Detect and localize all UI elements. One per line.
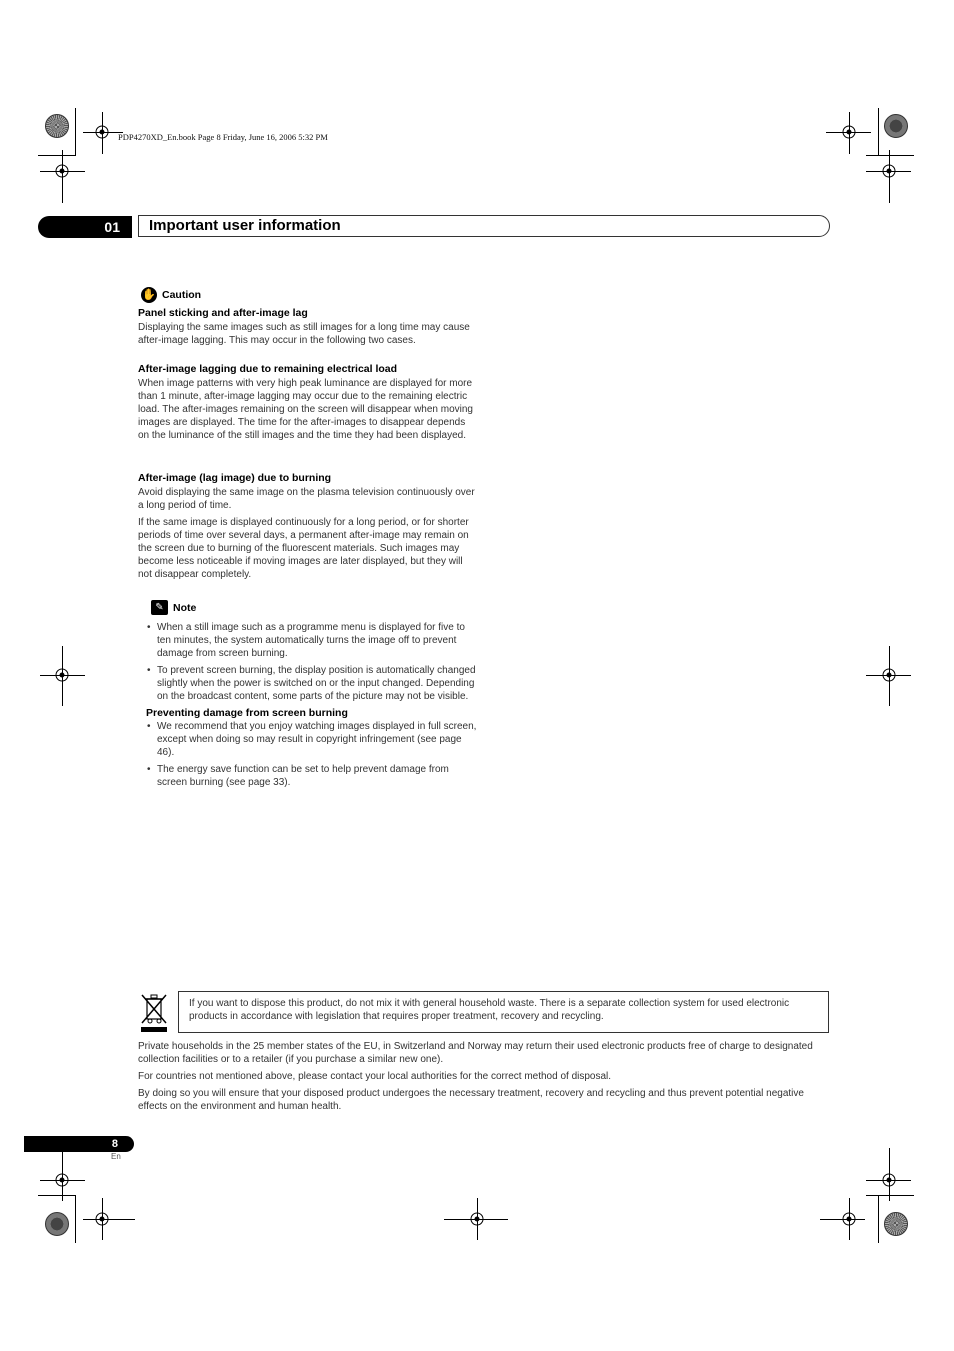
registration-mark-icon [880, 666, 898, 684]
note-label-row [151, 600, 196, 615]
registration-mark-icon [93, 123, 111, 141]
language-code: En [111, 1152, 121, 1161]
case1-text: When image patterns with very high peak luminance are displayed for more than 1 minute, after-image lagging may occur due to the remaining electric load. The after-images remaining on the screen will disappear when moving images are displayed. The time for the after-images to disappear depends on the luminance of the still images and the time they had been displayed. [138, 378, 473, 441]
case2-heading: After-image (lag image) due to burning [138, 472, 332, 484]
disposal-paragraphs [138, 1040, 830, 1113]
caution-section [138, 307, 478, 347]
list-item: • When a still image such as a programme menu is displayed for five to ten minutes, the system automatically turns the image off to prevent damage from screen burning. [138, 621, 478, 660]
pencil-note-icon: ✎ [151, 600, 168, 615]
registration-mark-icon [93, 1210, 111, 1228]
registration-mark-icon [53, 1171, 71, 1189]
registration-mark-icon [840, 1210, 858, 1228]
print-header-line: PDP4270XD_En.book Page 8 Friday, June 16, 2006 5:32 PM [118, 132, 328, 142]
case1-heading: After-image lagging due to remaining electrical load [138, 363, 398, 375]
chapter-number: 01 [38, 216, 132, 238]
registration-mark-icon [880, 1171, 898, 1189]
case2-section [138, 472, 478, 581]
disposal-para2: For countries not mentioned above, please contact your local authorities for the correct method of disposal. [138, 1071, 612, 1082]
disposal-notice-box: If you want to dispose this product, do not mix it with general household waste. There is a separate collection system for used electronic products in accordance with legislation that requires proper treatment, recovery and recycling. [178, 991, 829, 1033]
caution-label: Caution [162, 289, 202, 301]
crossed-bin-icon [140, 992, 168, 1034]
registration-mark-icon [53, 162, 71, 180]
color-target-icon [884, 114, 908, 138]
prevent-heading: Preventing damage from screen burning [146, 707, 348, 719]
disposal-para1: Private households in the 25 member states of the EU, in Switzerland and Norway may return their used electronic products free of charge to designated collection facilities or to a retailer (if you purchase a similar new one). [138, 1041, 813, 1065]
case1-section [138, 363, 478, 442]
color-target-icon [884, 1212, 908, 1236]
prevent-list [138, 720, 478, 789]
list-item: • We recommend that you enjoy watching images displayed in full screen, except when doing so may result in copyright infringement (see page 46). [138, 720, 478, 759]
disposal-para3: By doing so you will ensure that your disposed product undergoes the necessary treatment, recovery and recycling and thus prevent potential negative effects on the environment and human health. [138, 1088, 804, 1112]
color-target-icon [45, 114, 69, 138]
chapter-title: Important user information [138, 215, 830, 237]
registration-mark-icon [880, 162, 898, 180]
page-number: 8 [24, 1136, 134, 1152]
registration-mark-icon [468, 1210, 486, 1228]
hand-caution-icon: ✋ [142, 289, 156, 301]
list-item: • To prevent screen burning, the display position is automatically changed slightly when the power is switched on or the input changed. Depending on the broadcast content, some parts of the picture may not be visible. [138, 664, 478, 703]
color-target-icon [45, 1212, 69, 1236]
caution-heading: Panel sticking and after-image lag [138, 307, 308, 319]
caution-label-row [141, 287, 201, 303]
caution-intro: Displaying the same images such as still images for a long time may cause after-image lagging. This may occur in the following two cases. [138, 322, 470, 346]
note-list [138, 621, 478, 703]
note-section [138, 621, 478, 793]
registration-mark-icon [53, 666, 71, 684]
case2-text1: Avoid displaying the same image on the plasma television continuously over a long period of time. [138, 487, 475, 511]
note-label: Note [173, 601, 197, 614]
registration-mark-icon [840, 123, 858, 141]
case2-text2: If the same image is displayed continuously for a long period, or for shorter periods of time over several days, a permanent after-image may remain on the screen due to burning of the fluorescent materials. Such images may become less noticeable if moving images are later displayed, but they will not disappear completely. [138, 517, 469, 580]
list-item: • The energy save function can be set to help prevent damage from screen burning (see page 33). [138, 763, 478, 789]
